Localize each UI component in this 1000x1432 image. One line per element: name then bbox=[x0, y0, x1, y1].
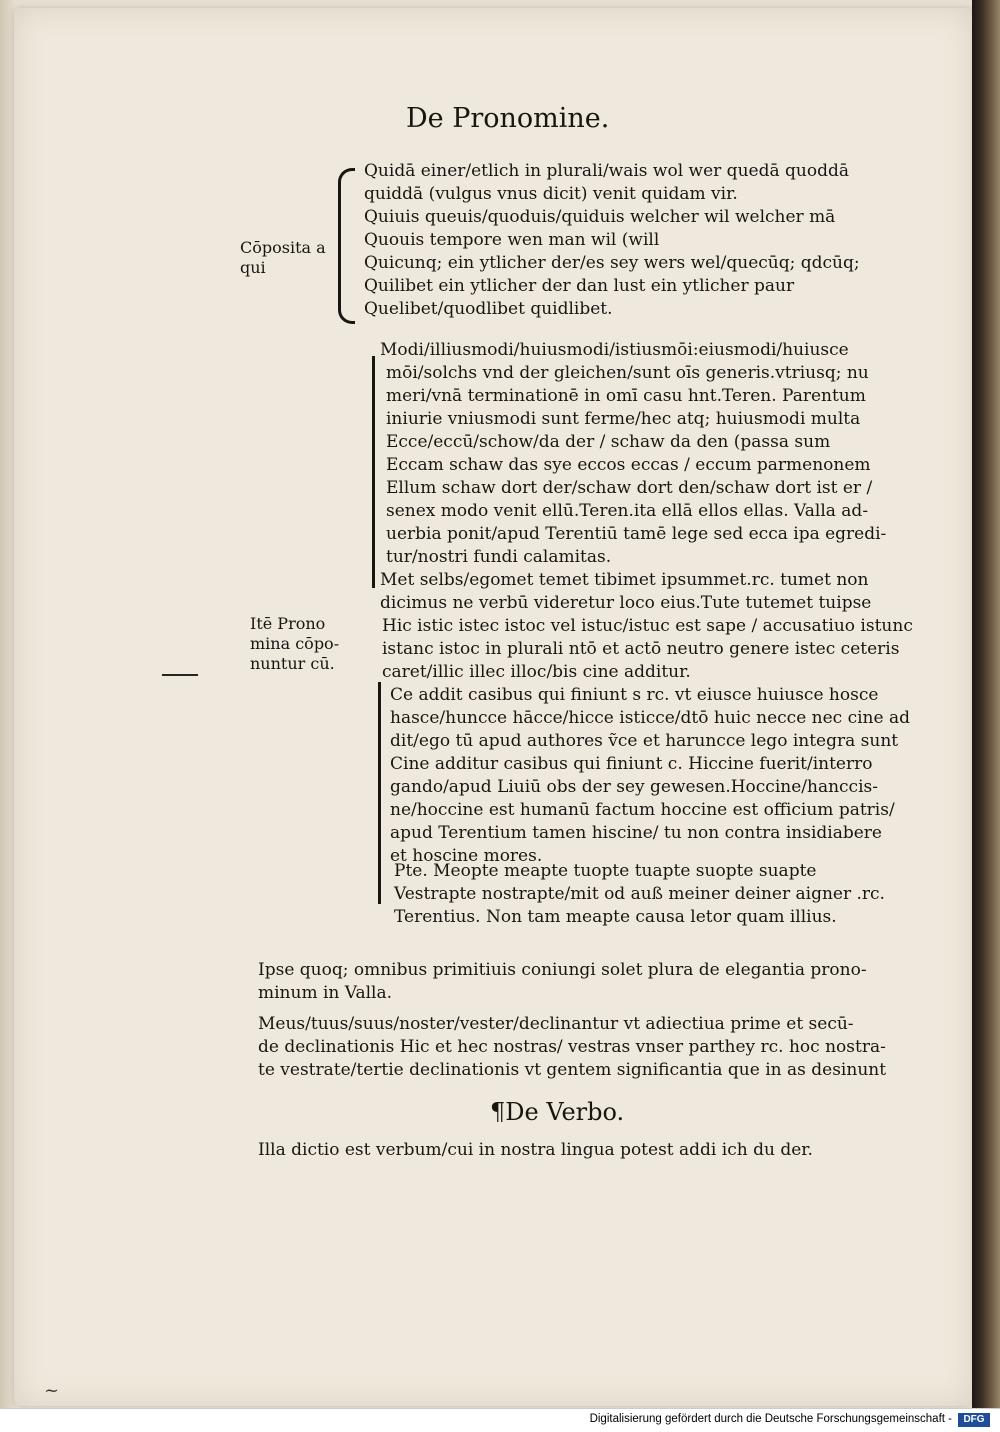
para1-line: Ipse quoq; omnibus primitiuis coniungi solet plura de elegantia prono- bbox=[258, 960, 867, 980]
block2-line: dicimus ne verbū videretur loco eius.Tute tutemet tuipse bbox=[380, 593, 872, 613]
footer-credit: Digitalisierung gefördert durch die Deutsche Forschungsgemeinschaft - bbox=[589, 1413, 952, 1425]
margin-dash-mark bbox=[162, 674, 198, 676]
block2-line: Terentius. Non tam meapte causa letor quam illius. bbox=[394, 907, 837, 927]
margin-note-composita: Cōposita a qui bbox=[240, 238, 326, 277]
block2-line: gando/apud Liuiū obs der sey gewesen.Hoccine/hanccis- bbox=[390, 777, 878, 797]
para3-line: Illa dictio est verbum/cui in nostra lingua potest addi ich du der. bbox=[258, 1140, 813, 1160]
block2-line: Eccam schaw das sye eccos eccas / eccum parmenonem bbox=[386, 455, 871, 475]
book-edge bbox=[972, 0, 1000, 1408]
block2-line: Ecce/eccū/schow/da der / schaw da den (passa sum bbox=[386, 432, 831, 452]
block2-line: apud Terentium tamen hiscine/ tu non contra insidiabere bbox=[390, 823, 882, 843]
block2-line: et hoscine mores. bbox=[390, 846, 543, 866]
block1-line: Quicunq; ein ytlicher der/es sey wers wel/quecūq; qdcūq; bbox=[364, 253, 860, 273]
edge-mark: ~ bbox=[44, 1380, 60, 1401]
block2-line: Ce addit casibus qui finiunt s rc. vt eiusce huiusce hosce bbox=[390, 685, 879, 705]
footer-bar bbox=[0, 1408, 1000, 1432]
block2-line: istanc istoc in plurali ntō et actō neutro genere istec ceteris bbox=[382, 639, 900, 659]
block2-line: Pte. Meopte meapte tuopte tuapte suopte suapte bbox=[394, 861, 817, 881]
bracket-block2-lower bbox=[378, 682, 381, 904]
block2-line: meri/vnā terminationē in omī casu hnt.Teren. Parentum bbox=[386, 386, 866, 406]
block2-line: caret/illic illec illoc/bis cine additur. bbox=[382, 662, 691, 682]
block1-line: quiddā (vulgus vnus dicit) venit quidam vir. bbox=[364, 184, 738, 204]
block2-line: tur/nostri fundi calamitas. bbox=[386, 547, 612, 567]
block2-line: Vestrapte nostrapte/mit od auß meiner deiner aigner .rc. bbox=[394, 884, 885, 904]
block2-line: dit/ego tū apud authores ṽce et haruncce lego integra sunt bbox=[390, 731, 899, 751]
block2-line: Hic istic istec istoc vel istuc/istuc est sape / accusatiuo istunc bbox=[382, 616, 913, 636]
block1-line: Quiuis queuis/quoduis/quiduis welcher wil welcher mā bbox=[364, 207, 836, 227]
block2-line: senex modo venit ellū.Teren.ita ellā ellos ellas. Valla ad- bbox=[386, 501, 869, 521]
block2-line: Cine additur casibus qui finiunt c. Hiccine fuerit/interro bbox=[390, 754, 873, 774]
block2-line: uerbia ponit/apud Terentiū tamē lege sed ecca ipa egredi- bbox=[386, 524, 887, 544]
block2-line: mōi/solchs vnd der gleichen/sunt oīs generis.vtriusq; nu bbox=[386, 363, 869, 383]
block1-line: Quidā einer/etlich in plurali/wais wol wer quedā quoddā bbox=[364, 161, 849, 181]
page-heading: De Pronomine. bbox=[406, 103, 610, 134]
block1-line: Quelibet/quodlibet quidlibet. bbox=[364, 299, 613, 319]
brace-block1 bbox=[338, 168, 355, 324]
bracket-block2-upper bbox=[372, 356, 375, 588]
block2-line: hasce/huncce hācce/hicce isticce/dtō huic necce nec cine ad bbox=[390, 708, 910, 728]
block1-line: Quilibet ein ytlicher der dan lust ein ytlicher paur bbox=[364, 276, 795, 296]
margin-note-item-pronomina: Itē Prono mina cōpo- nuntur cū. bbox=[250, 614, 340, 673]
block2-line: Modi/illiusmodi/huiusmodi/istiusmōi:eiusmodi/huiusce bbox=[380, 340, 849, 360]
para1-line: minum in Valla. bbox=[258, 983, 393, 1003]
block1-line: Quouis tempore wen man wil (will bbox=[364, 230, 660, 250]
para2-line: Meus/tuus/suus/noster/vester/declinantur vt adiectiua prime et secū- bbox=[258, 1014, 854, 1034]
block2-line: iniurie vniusmodi sunt ferme/hec atq; huiusmodi multa bbox=[386, 409, 861, 429]
section-heading-de-verbo: ¶De Verbo. bbox=[490, 1098, 625, 1126]
para2-line: de declinationis Hic et hec nostras/ vestras vnser parthey rc. hoc nostra- bbox=[258, 1037, 886, 1057]
block2-line: Met selbs/egomet temet tibimet ipsummet.rc. tumet non bbox=[380, 570, 869, 590]
para2-line: te vestrate/tertie declinationis vt gentem significantia que in as desinunt bbox=[258, 1060, 887, 1080]
block2-line: ne/hoccine est humanū factum hoccine est officium patris/ bbox=[390, 800, 895, 820]
block2-line: Ellum schaw dort der/schaw dort den/schaw dort ist er / bbox=[386, 478, 873, 498]
dfg-logo: DFG bbox=[958, 1413, 990, 1427]
